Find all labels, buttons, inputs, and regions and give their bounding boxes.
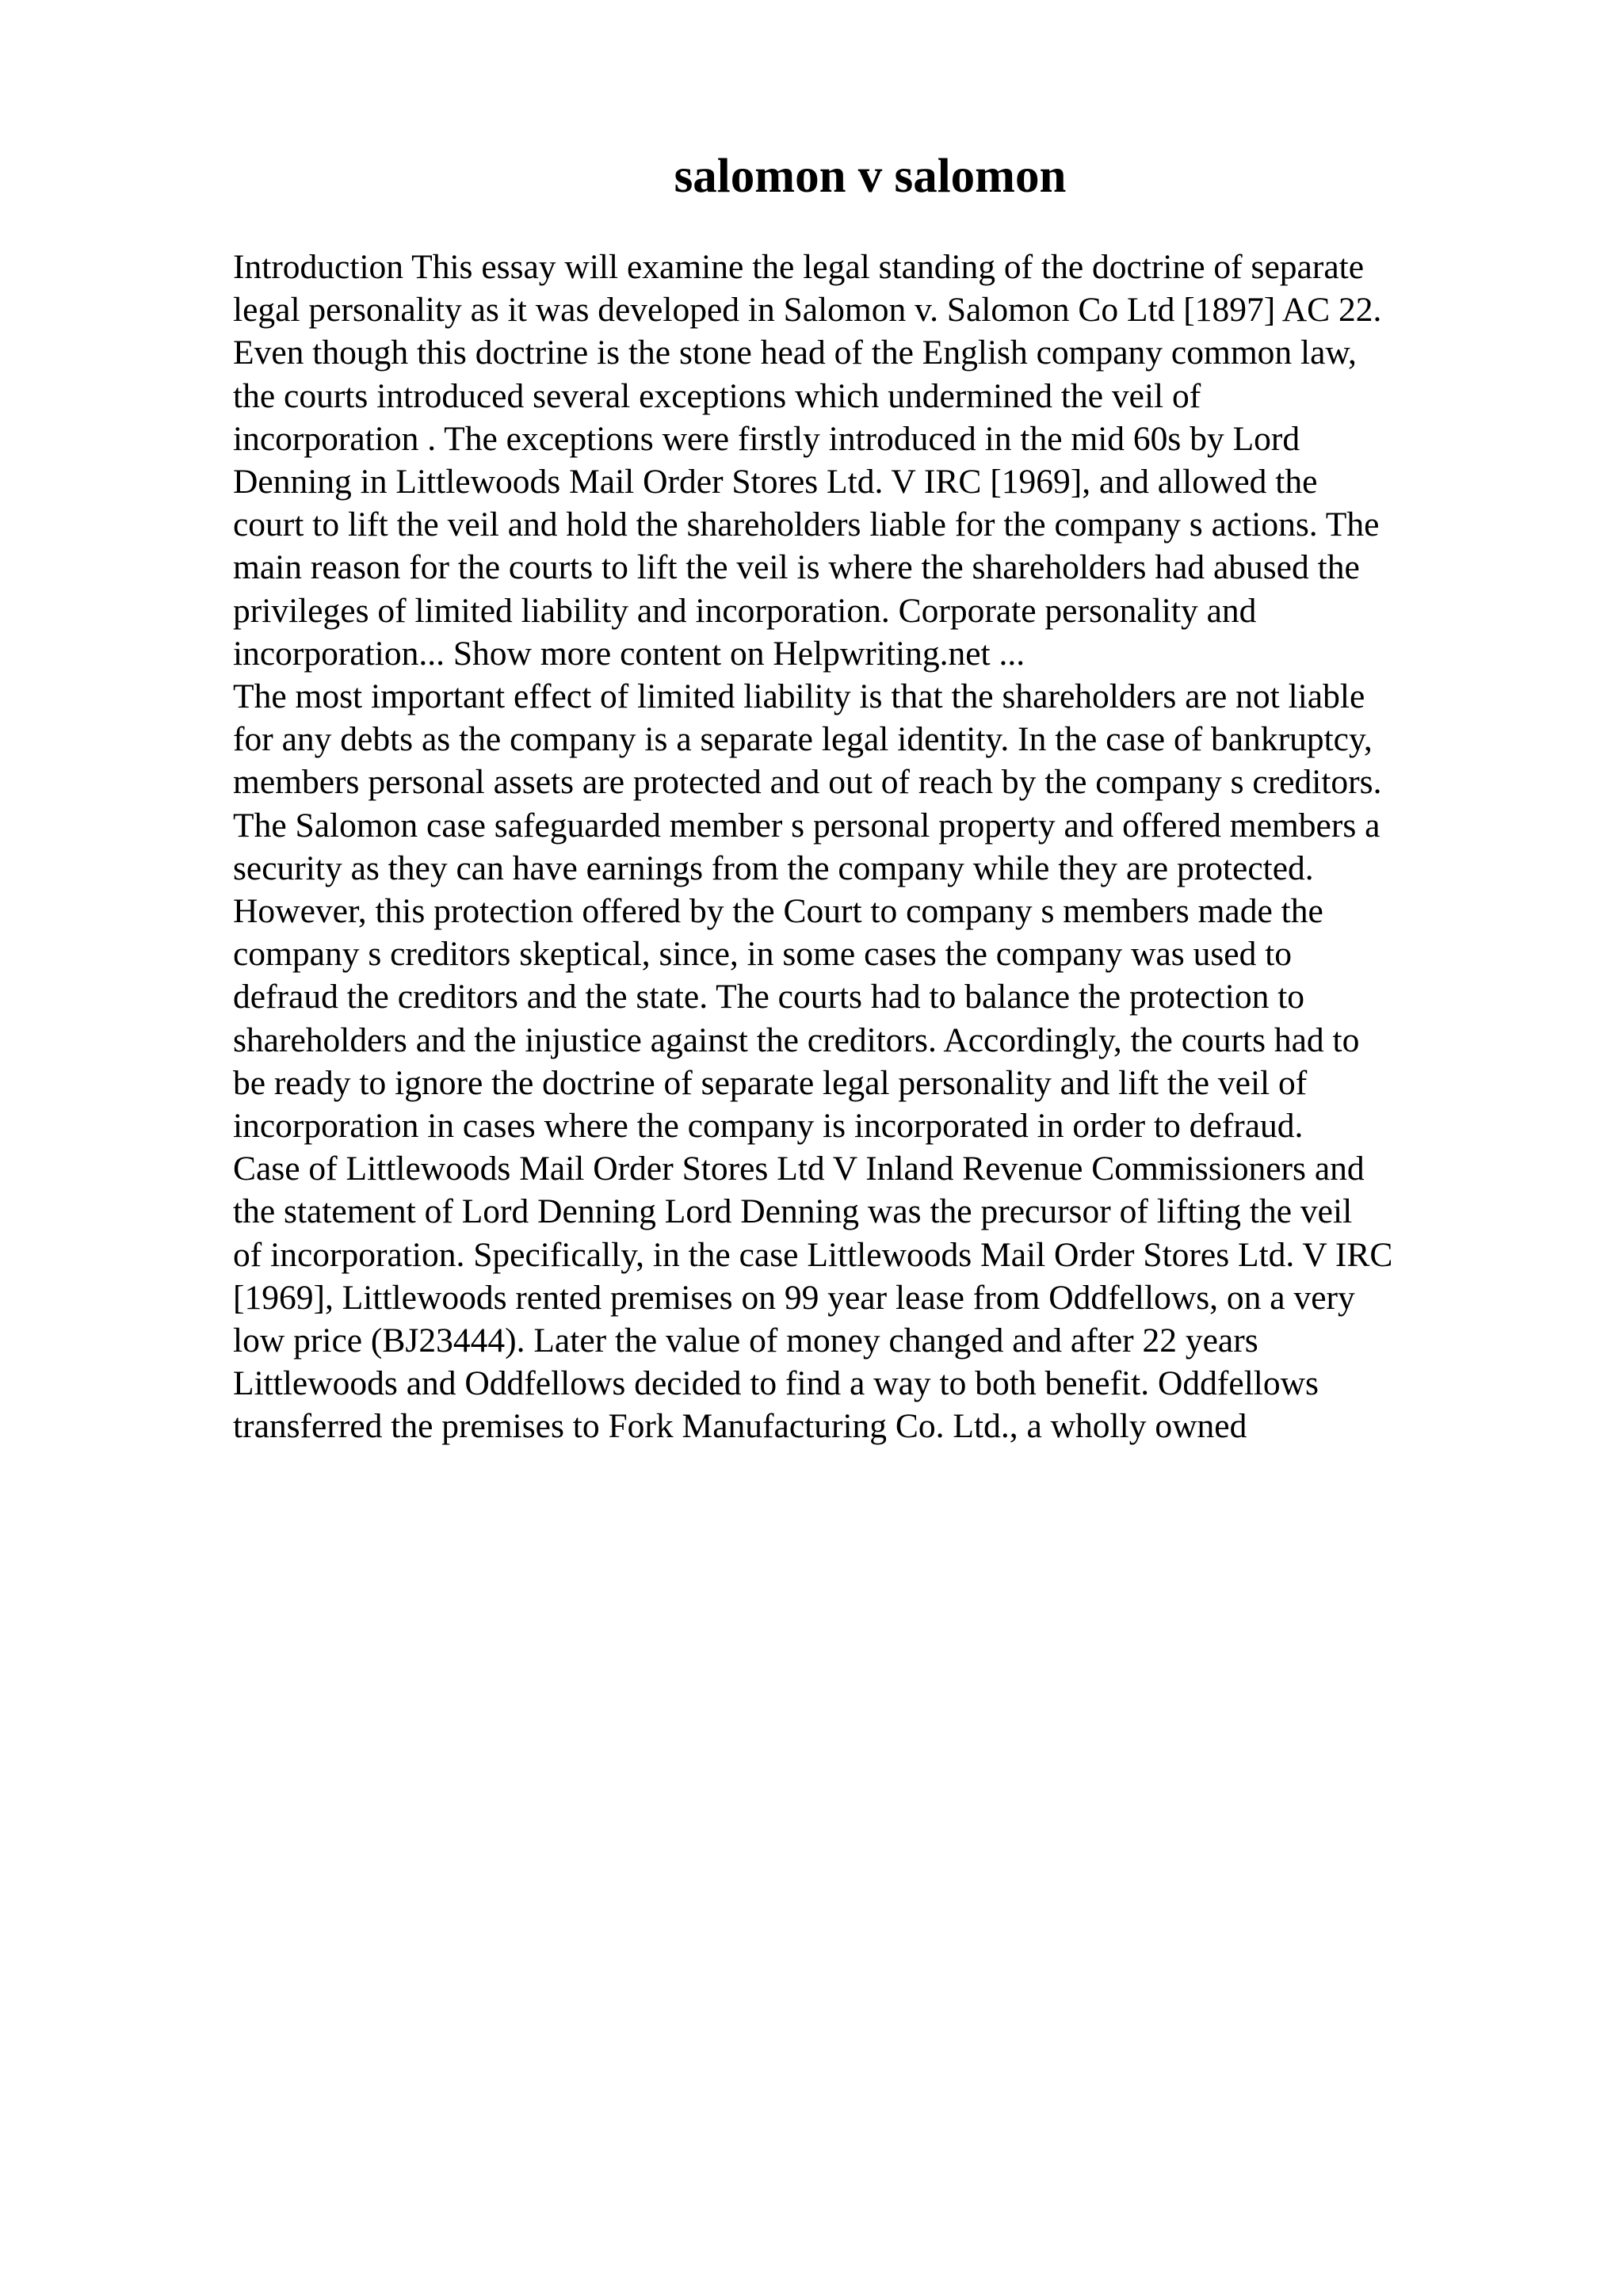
- body-line: defraud the creditors and the state. The courts had to balance the protection to: [233, 978, 1305, 1016]
- body-line: transferred the premises to Fork Manufacturing Co. Ltd., a wholly owned: [233, 1407, 1247, 1446]
- body-line: Littlewoods and Oddfellows decided to find a way to both benefit. Oddfellows: [233, 1364, 1319, 1403]
- body-line: main reason for the courts to lift the veil is where the shareholders had abused the: [233, 548, 1360, 587]
- body-line: for any debts as the company is a separate legal identity. In the case of bankruptcy,: [233, 720, 1373, 759]
- body-line: low price (BJ23444). Later the value of money changed and after 22 years: [233, 1322, 1258, 1360]
- body-line: security as they can have earnings from the company while they are protected.: [233, 849, 1314, 887]
- body-line: Denning in Littlewoods Mail Order Stores Ltd. V IRC [1969], and allowed the: [233, 463, 1318, 502]
- document-title: salomon v salomon: [674, 150, 1067, 203]
- body-line: court to lift the veil and hold the shareholders liable for the company s actions. The: [233, 505, 1380, 544]
- body-line: company s creditors skeptical, since, in some cases the company was used to: [233, 935, 1293, 974]
- body-line: the statement of Lord Denning Lord Denning was the precursor of lifting the veil: [233, 1192, 1353, 1231]
- body-line: the courts introduced several exceptions which undermined the veil of: [233, 376, 1201, 415]
- body-line: be ready to ignore the doctrine of separate legal personality and lift the veil of: [233, 1063, 1308, 1102]
- body-line: incorporation... Show more content on Helpwriting.net ...: [233, 634, 1025, 673]
- document-body: [233, 246, 1501, 1448]
- body-line: legal personality as it was developed in Salomon v. Salomon Co Ltd [1897] AC 22.: [233, 291, 1382, 330]
- body-line: members personal assets are protected and out of reach by the company s creditors.: [233, 763, 1382, 802]
- body-line: The most important effect of limited liability is that the shareholders are not liable: [233, 677, 1365, 716]
- body-line: However, this protection offered by the Court to company s members made the: [233, 892, 1323, 931]
- body-line: The Salomon case safeguarded member s personal property and offered members a: [233, 806, 1381, 845]
- body-line: Case of Littlewoods Mail Order Stores Ltd V Inland Revenue Commissioners and: [233, 1150, 1365, 1188]
- body-line: Even though this doctrine is the stone head of the English company common law,: [233, 334, 1357, 372]
- body-line: Introduction This essay will examine the legal standing of the doctrine of separate: [233, 248, 1365, 286]
- body-line: incorporation . The exceptions were firstly introduced in the mid 60s by Lord: [233, 419, 1300, 458]
- body-line: incorporation in cases where the company is incorporated in order to defraud.: [233, 1107, 1304, 1146]
- body-line: of incorporation. Specifically, in the case Littlewoods Mail Order Stores Ltd. V IRC: [233, 1235, 1393, 1274]
- body-line: privileges of limited liability and incorporation. Corporate personality and: [233, 591, 1257, 630]
- body-line: [1969], Littlewoods rented premises on 99 year lease from Oddfellows, on a very: [233, 1278, 1355, 1317]
- body-line: shareholders and the injustice against the creditors. Accordingly, the courts had to: [233, 1020, 1360, 1059]
